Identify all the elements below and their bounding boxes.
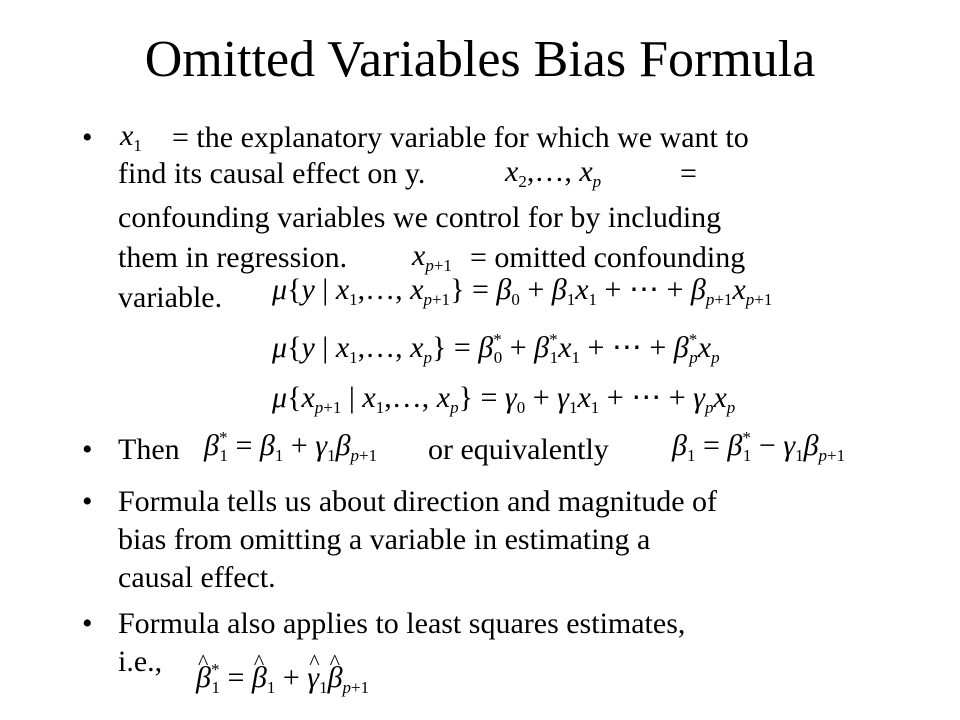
then-label: Then (118, 433, 180, 466)
math-x2-to-xp: $x_2,\dots$, $x_p$ (505, 155, 602, 191)
bullet1-equals: = (680, 157, 697, 190)
equation-reduced-model: μ{y | $x_1,\dots$, $x_p\} = \beta^*_0 + \beta^*_1x_1$ + ⋯ + $\beta^*_px_p$ (272, 330, 720, 367)
equation-least-squares: ^ $\beta^*_1$ = ^ $\beta_1$ + ^ $\gamma_1\^{}$ $\beta_{p+1}$ (196, 660, 369, 696)
bullet4-line2: i.e., (118, 645, 163, 678)
bullet1-line6: variable. (118, 281, 223, 314)
bullet1-line3: confounding variables we control for by including (118, 201, 722, 234)
bullet1-line2: find its causal effect on y. (118, 157, 426, 190)
equation-full-model: μ{y | $x_1,\dots$, $x_{p+1}\} = \beta_0 + \beta_1x_1$ + ⋯ + $\beta_{p+1}x_{p+1}$ (272, 273, 773, 309)
bullet1-line5: = omitted confounding (470, 241, 746, 274)
equation-bias-formula-equivalent: $\beta_1 = \beta^*_1 - \gamma_1\beta_{p+1}$ (672, 428, 846, 465)
or-equivalently-label: or equivalently (428, 433, 609, 466)
bullet3-line3: causal effect. (118, 561, 276, 594)
bullet3-line1: Formula tells us about direction and magnitude of (118, 485, 718, 518)
bullet1-line1: = the explanatory variable for which we want to (172, 121, 749, 154)
bullet-marker: • (82, 485, 93, 518)
bullet3-line2: bias from omitting a variable in estimating a (118, 523, 651, 556)
bullet4-line1: Formula also applies to least squares estimates, (118, 607, 686, 640)
math-x1: $x_1$ (120, 119, 142, 155)
bullet1-line4: them in regression. (118, 241, 348, 274)
bullet-marker: • (82, 607, 93, 640)
math-xp1: $x_{p+1}$ (412, 239, 452, 275)
slide-title: Omitted Variables Bias Formula (144, 31, 816, 88)
equation-auxiliary-model: $\mu\{x_{p+1}$ | $x_1,\dots$, $x_p\} = \gamma_0 + \gamma_1x_1$ + ⋯ + $\gamma_px_p$ (272, 381, 736, 417)
bullet-marker: • (82, 433, 93, 466)
equation-bias-formula: $\beta^*_1 = \beta_1 + \gamma_1\beta_{p+1}$ (204, 428, 378, 465)
bullet-marker: • (82, 121, 93, 154)
